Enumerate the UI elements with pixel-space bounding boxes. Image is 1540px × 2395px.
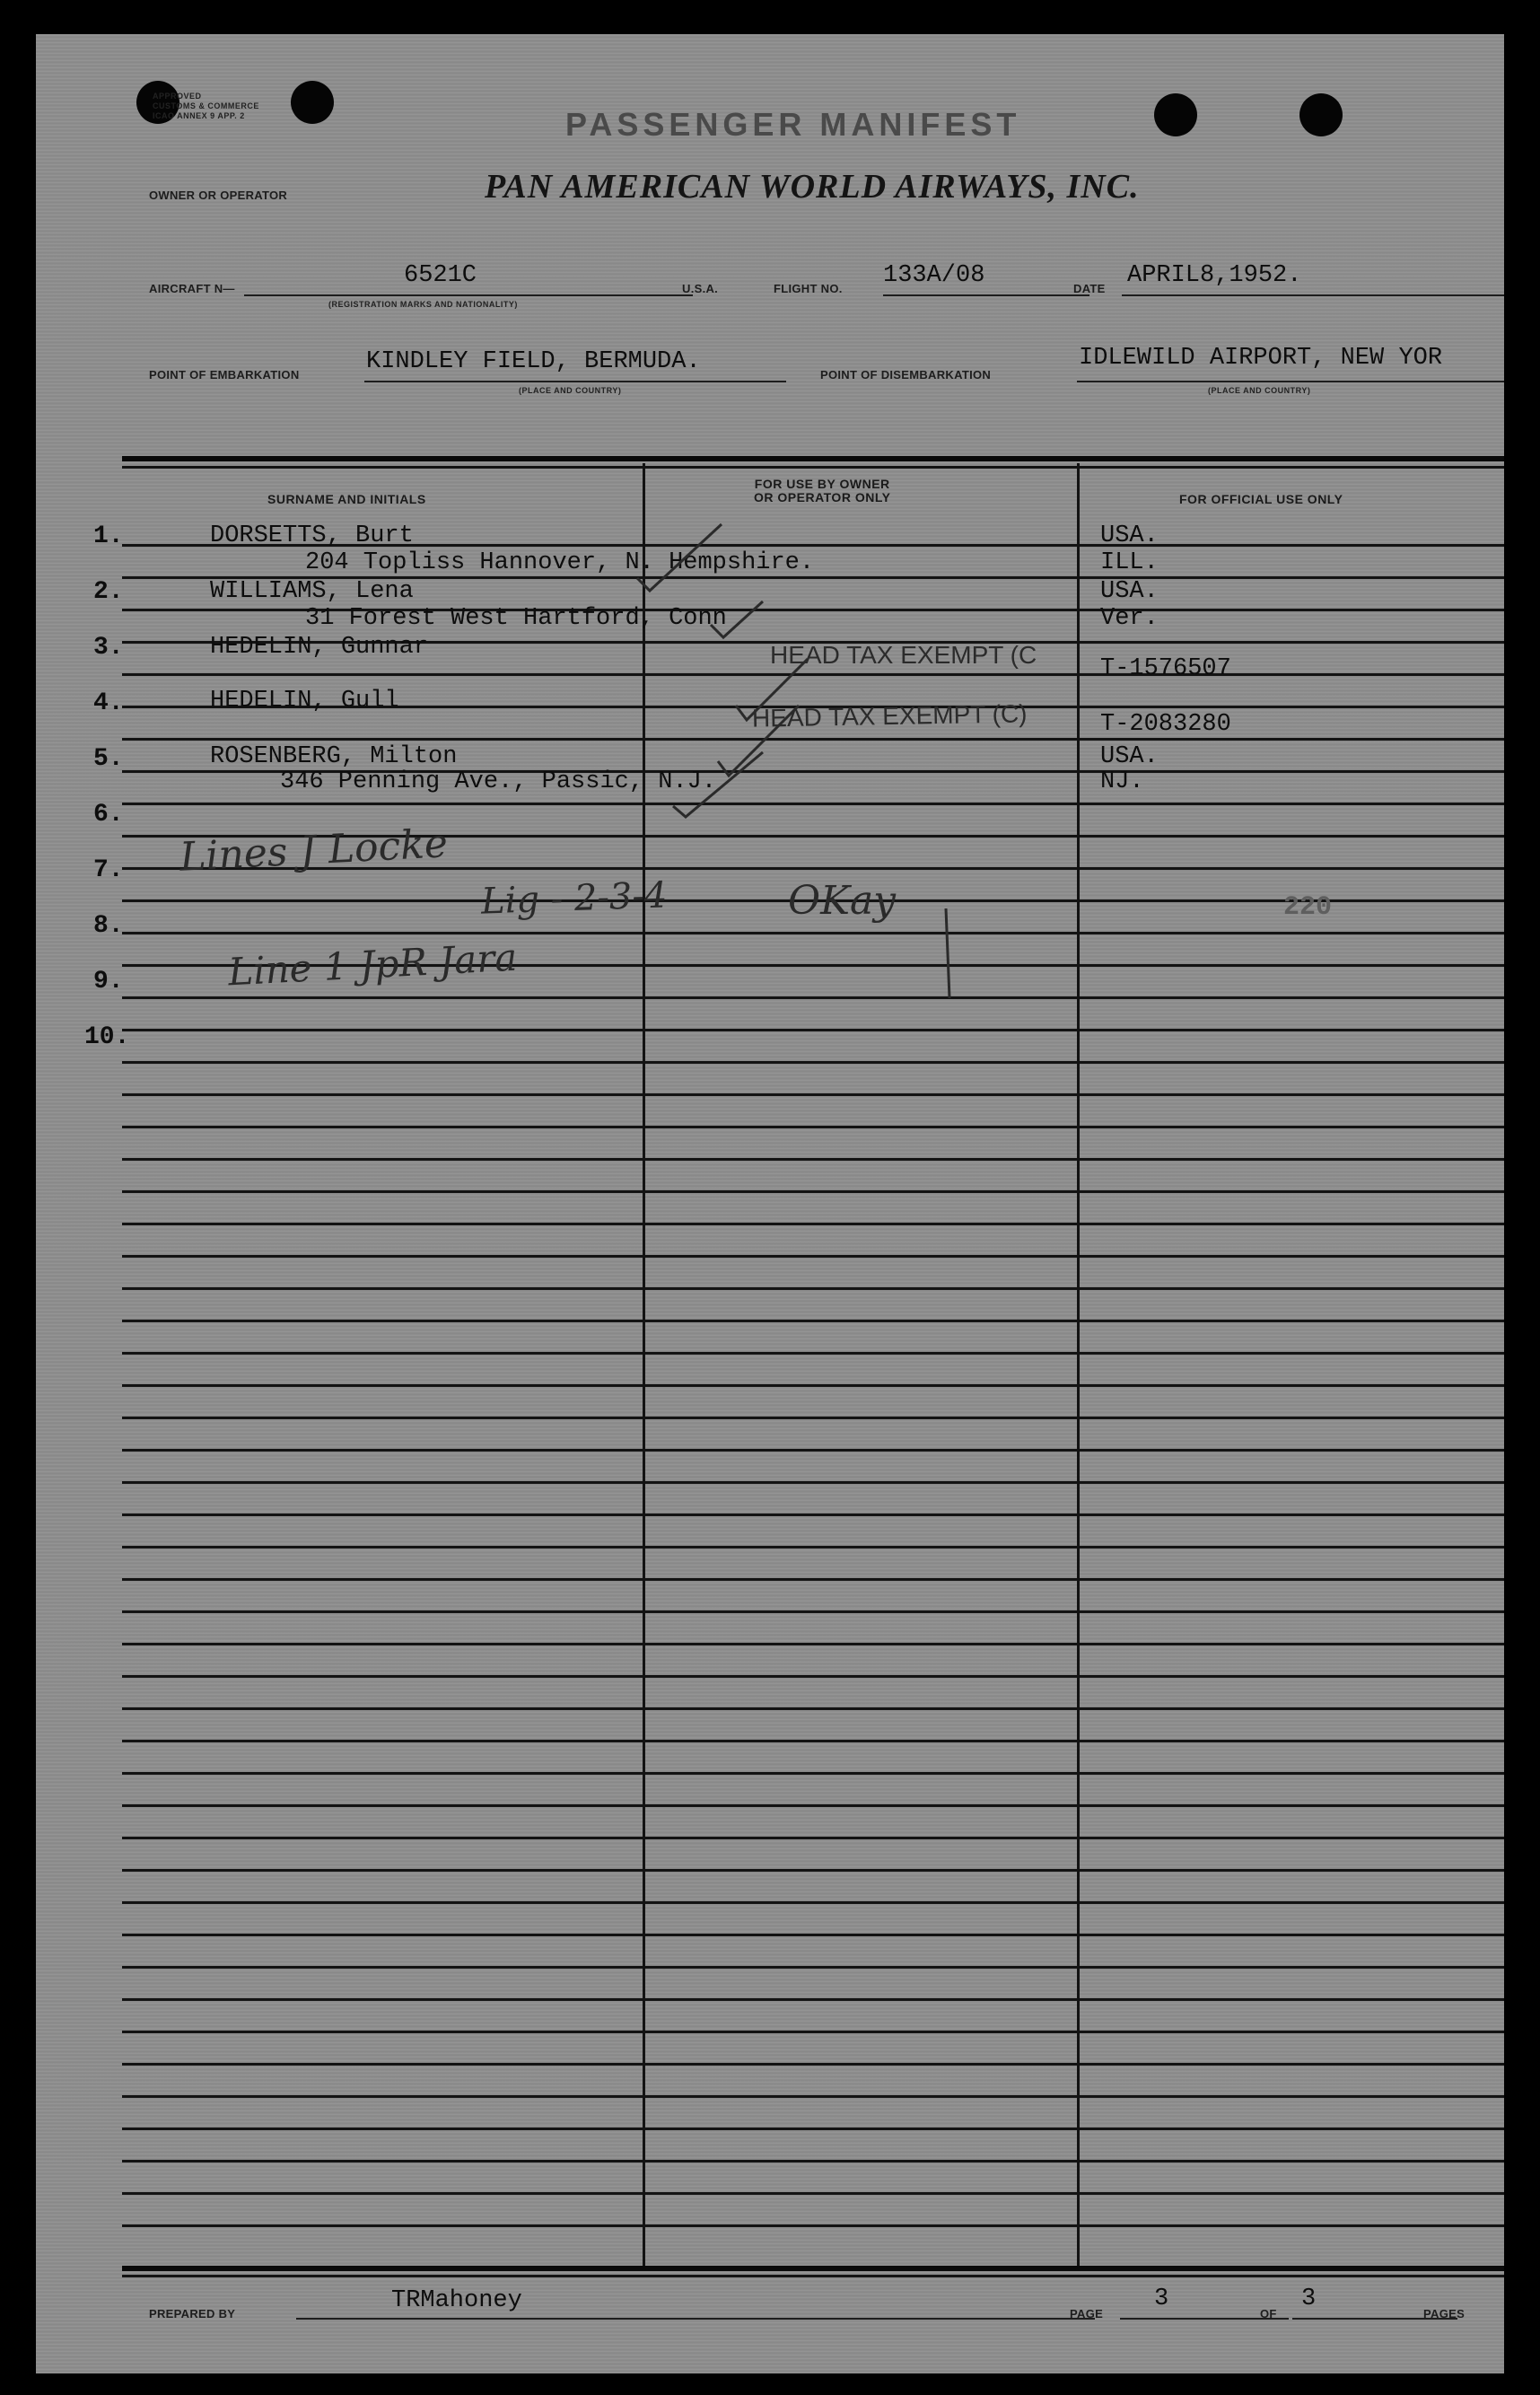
row-number: 4. <box>93 689 124 717</box>
date-label: DATE <box>1073 282 1106 295</box>
head-tax-stamp: HEAD TAX EXEMPT (C) <box>751 699 1028 733</box>
passenger-name: HEDELIN, Gull <box>210 688 399 715</box>
surname-column-header: SURNAME AND INITIALS <box>267 492 426 506</box>
passenger-name: WILLIAMS, Lena <box>210 578 414 605</box>
manifest-page <box>36 34 1504 2373</box>
prepared-by-value: TRMahoney <box>391 2287 522 2314</box>
of-value: 3 <box>1301 2285 1317 2312</box>
handwritten-note: Lines J Locke <box>178 820 450 881</box>
owner-value: PAN AMERICAN WORLD AIRWAYS, INC. <box>485 168 1140 206</box>
stamp-number: 220 <box>1283 892 1333 923</box>
of-label: OF <box>1260 2307 1277 2320</box>
punch-hole <box>1299 93 1343 136</box>
embark-label: POINT OF EMBARKATION <box>149 368 300 382</box>
row-number: 9. <box>93 968 124 996</box>
approval-note: APPROVED CUSTOMS & COMMERCE ICAO ANNEX 9 APP. 2 <box>153 92 259 120</box>
page-value: 3 <box>1154 2285 1169 2312</box>
handwritten-note: Line 1 JpR Jara <box>226 934 519 995</box>
official-entry: Ver. <box>1100 605 1159 632</box>
row-number: 6. <box>93 801 124 829</box>
pages-label: PAGES <box>1423 2307 1466 2320</box>
prepared-by-label: PREPARED BY <box>149 2307 236 2320</box>
aircraft-sublabel: (REGISTRATION MARKS AND NATIONALITY) <box>328 300 518 309</box>
handwritten-initials: OKay <box>788 878 897 924</box>
table-top-border <box>122 456 1504 461</box>
disembark-sublabel: (PLACE AND COUNTRY) <box>1208 386 1311 395</box>
owner-label: OWNER OR OPERATOR <box>149 189 288 202</box>
official-column-header: FOR OFFICIAL USE ONLY <box>1179 492 1343 506</box>
official-entry: ILL. <box>1100 549 1159 576</box>
official-entry: T-2083280 <box>1100 711 1231 738</box>
passenger-name: DORSETTS, Burt <box>210 522 414 549</box>
row-number: 5. <box>93 745 124 773</box>
date-value: APRIL8,1952. <box>1127 262 1302 289</box>
disembark-value: IDLEWILD AIRPORT, NEW YOR <box>1079 345 1443 372</box>
passenger-name: HEDELIN, Gunnar <box>210 634 429 661</box>
passenger-address: 31 Forest West Hartford, Conn <box>305 605 727 632</box>
passenger-address: 204 Topliss Hannover, N. Hempshire. <box>305 549 815 576</box>
column-divider <box>1077 463 1080 2266</box>
aircraft-label: AIRCRAFT N— <box>149 282 235 295</box>
head-tax-stamp: HEAD TAX EXEMPT (C <box>770 641 1037 669</box>
passenger-address: 346 Penning Ave., Passic, N.J. <box>280 768 717 795</box>
aircraft-value: 6521C <box>404 262 477 289</box>
flight-value: 133A/08 <box>883 262 985 289</box>
owner-column-header: FOR USE BY OWNER OR OPERATOR ONLY <box>754 477 891 504</box>
row-number: 3. <box>93 634 124 662</box>
table-bottom-border <box>122 2266 1504 2271</box>
row-number: 7. <box>93 856 124 884</box>
page-label: PAGE <box>1070 2307 1104 2320</box>
passenger-name: ROSENBERG, Milton <box>210 743 458 770</box>
check-marks <box>538 483 844 833</box>
handwritten-note: Lig - 2-3-4 <box>480 874 669 923</box>
official-entry: USA. <box>1100 522 1159 549</box>
embark-sublabel: (PLACE AND COUNTRY) <box>519 386 622 395</box>
flight-label: FLIGHT NO. <box>774 282 843 295</box>
usa-label: U.S.A. <box>682 282 719 295</box>
official-entry: T-1576507 <box>1100 655 1231 682</box>
page-title: PASSENGER MANIFEST <box>565 106 1021 143</box>
row-number: 1. <box>93 522 124 550</box>
official-entry: USA. <box>1100 578 1159 605</box>
punch-hole <box>1154 93 1197 136</box>
punch-hole <box>291 81 334 124</box>
pen-stroke <box>933 905 960 1004</box>
row-number: 10. <box>84 1023 130 1051</box>
row-number: 2. <box>93 578 124 606</box>
official-entry: USA. <box>1100 743 1159 770</box>
embark-value: KINDLEY FIELD, BERMUDA. <box>366 348 701 375</box>
disembark-label: POINT OF DISEMBARKATION <box>820 368 992 382</box>
official-entry: NJ. <box>1100 768 1144 795</box>
row-number: 8. <box>93 912 124 940</box>
